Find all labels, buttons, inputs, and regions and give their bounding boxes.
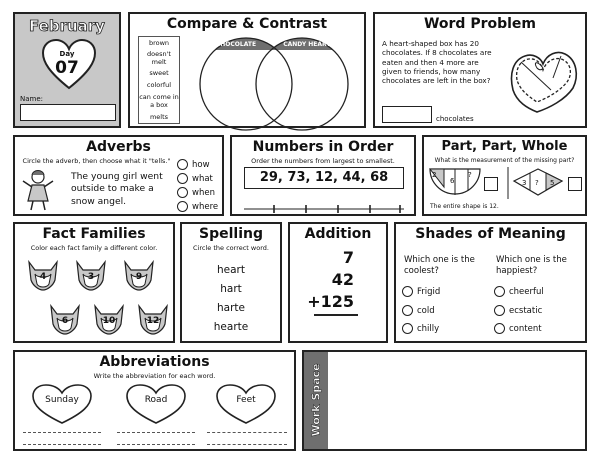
abbreviations-instruction: Write the abbreviation for each word. xyxy=(93,372,216,380)
radio-circle[interactable] xyxy=(177,159,188,170)
fact-family-number: 10 xyxy=(102,316,116,326)
fact-family-number: 3 xyxy=(87,272,95,282)
option-label: how xyxy=(192,160,210,170)
abbreviations-title: Abbreviations xyxy=(99,354,210,370)
spelling-word[interactable]: hearte xyxy=(213,321,249,333)
abbreviation-word: Sunday xyxy=(45,395,79,405)
addend-3: +125 xyxy=(307,292,354,311)
part-label: ? xyxy=(535,179,539,187)
work-space-panel[interactable] xyxy=(302,350,587,451)
fox-icon xyxy=(45,300,85,336)
shades-title: Shades of Meaning xyxy=(415,226,566,242)
shade-option[interactable] xyxy=(494,305,542,316)
option-label: where xyxy=(192,202,219,212)
addend-1: 7 xyxy=(342,248,354,267)
shade-option[interactable] xyxy=(494,323,542,334)
answer-line[interactable] xyxy=(23,444,101,445)
addition-title: Addition xyxy=(304,226,372,242)
month-label: February xyxy=(29,17,105,35)
word-problem-unit: chocolates xyxy=(436,115,474,123)
shades-question-1: Which one is the coolest? xyxy=(404,255,475,276)
addend-2: 42 xyxy=(331,270,354,289)
word-problem-panel xyxy=(373,12,587,128)
adverb-option-how[interactable] xyxy=(177,159,218,173)
adverb-option-when[interactable] xyxy=(177,187,218,201)
shade-option[interactable] xyxy=(402,286,440,297)
adverb-option-what[interactable] xyxy=(177,173,218,187)
fox-icon xyxy=(119,256,159,292)
word-bank xyxy=(138,36,180,124)
part-whole-note: The entire shape is 12. xyxy=(430,203,499,210)
numbers-order-title: Numbers in Order xyxy=(252,139,394,155)
part-whole-answer-box-2[interactable] xyxy=(568,177,582,191)
spelling-title: Spelling xyxy=(199,226,263,242)
adverbs-panel xyxy=(13,135,224,216)
work-space-label: Work Space xyxy=(309,363,323,437)
answer-line[interactable] xyxy=(207,432,287,433)
abbreviation-word: Road xyxy=(144,395,168,405)
adverbs-options xyxy=(177,159,218,215)
option-label: what xyxy=(192,174,213,184)
radio-circle[interactable] xyxy=(402,305,413,316)
compare-contrast-panel xyxy=(128,12,366,128)
sum-line xyxy=(314,314,358,316)
adverbs-sentence: The young girl went outside to make a snow angel. xyxy=(71,171,163,207)
day-label: Day xyxy=(59,50,75,58)
radio-circle[interactable] xyxy=(402,286,413,297)
fact-families-title: Fact Families xyxy=(42,226,146,242)
radio-circle[interactable] xyxy=(177,173,188,184)
name-label: Name: xyxy=(20,95,44,103)
part-label: 3 xyxy=(522,179,527,187)
part-whole-instruction: What is the measurement of the missing part? xyxy=(434,157,575,164)
spelling-word[interactable]: hart xyxy=(220,283,242,295)
fox-icon xyxy=(23,256,63,292)
fact-families-panel xyxy=(13,222,175,343)
word-bank-item: colorful xyxy=(146,81,172,89)
answer-line[interactable] xyxy=(207,444,287,445)
word-bank-item: sweet xyxy=(149,69,169,77)
addition-panel xyxy=(288,222,388,343)
adverbs-title: Adverbs xyxy=(86,139,151,155)
fox-icon xyxy=(71,256,111,292)
option-label: content xyxy=(509,324,542,334)
numbers-order-instruction: Order the numbers from largest to smallest. xyxy=(251,157,395,165)
radio-circle[interactable] xyxy=(177,187,188,198)
word-bank-item: doesn't melt xyxy=(147,50,171,67)
option-label: ecstatic xyxy=(509,306,543,316)
answer-line[interactable] xyxy=(117,432,195,433)
option-label: cheerful xyxy=(509,287,544,297)
option-label: cold xyxy=(417,306,435,316)
word-problem-text: A heart-shaped box has 20 chocolates. If 8 chocolates are eaten and then 4 more are given to friends, how many chocolates are left in the box? xyxy=(382,39,492,86)
numbers-list: 29, 73, 12, 44, 68 xyxy=(259,170,389,185)
part-label: 6 xyxy=(450,177,455,185)
shade-option[interactable] xyxy=(494,286,544,297)
shade-option[interactable] xyxy=(402,305,435,316)
spelling-word[interactable]: heart xyxy=(217,264,245,276)
compare-title: Compare & Contrast xyxy=(166,16,328,32)
word-problem-title: Word Problem xyxy=(423,16,537,32)
shades-question-2: Which one is the happiest? xyxy=(496,255,567,276)
heart-box-icon xyxy=(503,38,583,118)
fact-family-number: 9 xyxy=(135,272,143,282)
part-label: ? xyxy=(468,171,472,179)
radio-circle[interactable] xyxy=(177,201,188,212)
number-line xyxy=(244,204,404,214)
radio-circle[interactable] xyxy=(494,286,505,297)
part-label: 2 xyxy=(432,171,437,179)
work-space-tab xyxy=(304,352,328,449)
fox-icon xyxy=(89,300,129,336)
answer-line[interactable] xyxy=(23,432,101,433)
fact-family-number: 4 xyxy=(39,272,47,282)
abbreviation-word: Feet xyxy=(236,395,256,405)
part-label: 5 xyxy=(550,179,555,187)
part-whole-panel xyxy=(422,135,587,216)
option-label: when xyxy=(192,188,215,198)
radio-circle[interactable] xyxy=(402,323,413,334)
fox-icon xyxy=(133,300,173,336)
day-number: 07 xyxy=(55,58,79,78)
adverbs-instruction: Circle the adverb, then choose what it "tells." xyxy=(22,157,171,165)
snow-angel-girl-icon xyxy=(21,167,55,211)
fact-family-number: 6 xyxy=(61,316,69,326)
option-label: chilly xyxy=(417,324,440,334)
venn-left-label: CHOCOLATE xyxy=(215,41,257,48)
numbers-box xyxy=(244,167,404,189)
spelling-instruction: Circle the correct word. xyxy=(193,244,269,252)
spelling-word[interactable]: harte xyxy=(217,302,245,314)
word-bank-item: melts xyxy=(149,113,169,121)
venn-right-label: CANDY HEARTS xyxy=(283,41,335,48)
answer-line[interactable] xyxy=(117,444,195,445)
radio-circle[interactable] xyxy=(494,323,505,334)
shade-option[interactable] xyxy=(402,323,439,334)
option-label: Frigid xyxy=(417,287,441,297)
fact-family-number: 12 xyxy=(146,316,160,326)
part-whole-title: Part, Part, Whole xyxy=(441,139,568,154)
radio-circle[interactable] xyxy=(494,305,505,316)
shades-panel xyxy=(394,222,587,343)
part-whole-answer-box-1[interactable] xyxy=(484,177,498,191)
word-problem-answer-box[interactable] xyxy=(382,106,432,123)
adverb-option-where[interactable] xyxy=(177,201,218,215)
word-bank-item: can come in a box xyxy=(139,93,179,110)
spelling-panel xyxy=(180,222,282,343)
word-bank-item: brown xyxy=(148,39,170,47)
numbers-order-panel xyxy=(230,135,416,216)
date-panel xyxy=(13,12,121,128)
abbreviations-panel xyxy=(13,350,296,451)
name-field[interactable] xyxy=(20,104,116,121)
fact-families-instruction: Color each fact family a different color. xyxy=(30,244,158,252)
